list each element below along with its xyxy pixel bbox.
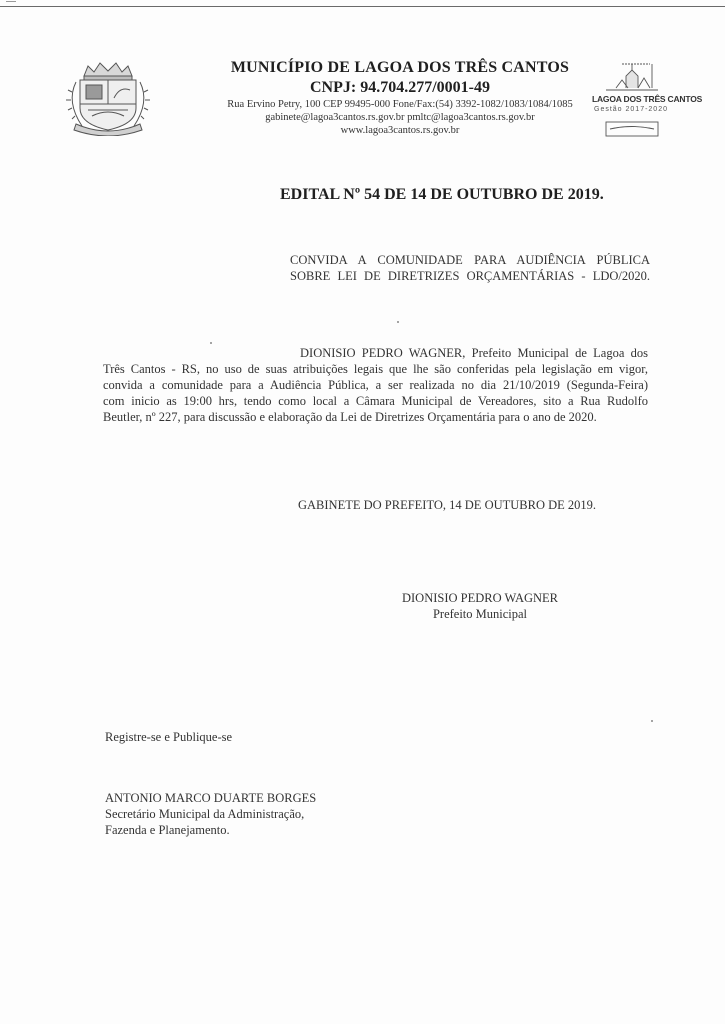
- summary-line-2: SOBRE LEI DE DIRETRIZES ORÇAMENTÁRIAS - LDO/2020.: [290, 269, 650, 283]
- body-line-4: com inicio as 19:00 hrs, tendo como local a Câmara Municipal de Vereadores, sito a Rua Rudolfo: [103, 394, 648, 408]
- registre-publique-line: Registre-se e Publique-se: [105, 730, 233, 744]
- email-line: gabinete@lagoa3cantos.rs.gov.br pmltc@lagoa3cantos.rs.gov.br: [265, 112, 535, 123]
- mayor-role: Prefeito Municipal: [432, 607, 528, 621]
- body-line-3: convida a comunidade para a Audiência Pública, a ser realizada no dia 21/10/2019 (Segunda-Feira): [103, 378, 648, 392]
- letterhead: [190, 58, 610, 137]
- logo-name: LAGOA DOS TRÊS CANTOS: [592, 94, 703, 104]
- website-line: www.lagoa3cantos.rs.gov.br: [340, 125, 460, 136]
- mayor-name: DIONISIO PEDRO WAGNER: [401, 591, 559, 605]
- secretary-signature-block: [105, 790, 316, 838]
- scan-speck: [210, 342, 212, 344]
- summary-line-1: CONVIDA A COMUNIDADE PARA AUDIÊNCIA PÚBLICA: [290, 253, 650, 267]
- edital-title: EDITAL Nº 54 DE 14 DE OUTUBRO DE 2019.: [280, 186, 604, 203]
- edital-body: [103, 345, 648, 425]
- top-scan-mark: [6, 1, 16, 2]
- scan-speck: [651, 720, 653, 722]
- coat-of-arms-icon: [62, 58, 154, 136]
- edital-summary: [290, 252, 650, 284]
- body-line-2: Três Cantos - RS, no uso de suas atribuições legais que lhe são conferidas pela legislação em vigor,: [103, 362, 648, 376]
- cnpj-number: CNPJ: 94.704.277/0001-49: [310, 79, 490, 96]
- mayor-signature-block: [380, 590, 580, 622]
- body-line-5: Beutler, nº 227, para discussão e elaboração da Lei de Diretrizes Orçamentária para o ano de 2020.: [103, 410, 597, 424]
- body-line-1: DIONISIO PEDRO WAGNER, Prefeito Municipal de Lagoa dos: [300, 346, 648, 360]
- top-border-line: [0, 6, 725, 7]
- secretary-name: ANTONIO MARCO DUARTE BORGES: [105, 791, 317, 805]
- secretary-role-line-2: Fazenda e Planejamento.: [105, 823, 230, 837]
- secretary-role-line-1: Secretário Municipal da Administração,: [105, 807, 305, 821]
- gabinete-date-line: GABINETE DO PREFEITO, 14 DE OUTUBRO DE 2019.: [298, 498, 597, 512]
- scan-speck: [397, 321, 399, 323]
- logo-gestao: Gestão 2017-2020: [594, 106, 668, 113]
- municipality-name: MUNICÍPIO DE LAGOA DOS TRÊS CANTOS: [230, 59, 570, 76]
- address-line: Rua Ervino Petry, 100 CEP 99495-000 Fone/Fax:(54) 3392-1082/1083/1084/1085: [227, 99, 573, 110]
- municipal-logo: [592, 58, 703, 144]
